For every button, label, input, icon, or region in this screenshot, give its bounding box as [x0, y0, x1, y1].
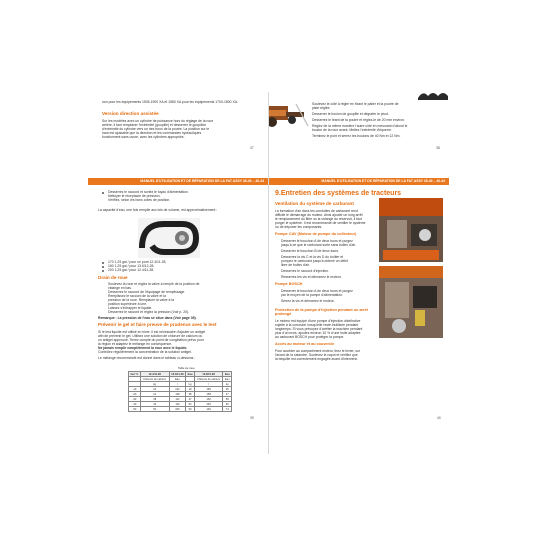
table-unit: kg [140, 382, 169, 387]
table-cell: 152 [194, 397, 223, 402]
table-cell: 60 [186, 407, 195, 412]
table-header: Eau [224, 372, 230, 376]
bosch-pump-title: Pompe BOSCH [275, 282, 303, 286]
page-39-body-2: afin de prévenir le gel. Utilisez une solution de chlorure de calcium ou [98, 334, 203, 338]
wheel-valve-illustration [138, 218, 200, 258]
table-cell: 110 [169, 402, 186, 407]
bosch-item-2: par le moyen de la pompe d'alimentation. [281, 293, 343, 297]
table-cell: 122 [169, 387, 186, 392]
engine-photo-bottom [379, 266, 443, 338]
header-banner-right: MANUEL D'UTILISATION ET DE RÉPARATION DE LA FAT ASSY 35-40 – 40-44 [269, 178, 449, 185]
page-37-body-4: haut est ajustable que la direction et les commandes hydrauliques [102, 131, 202, 135]
table-header: 12.4/11-28 [169, 372, 186, 377]
cav-pump-title: Pompe CAV (Moteur de pompe du collecteur) [275, 232, 357, 236]
capacity-item-1: 170 1,25 gal / pour un pont 12.4/11-28, [108, 260, 167, 264]
page-37-section-title: Version direction assistée [102, 111, 159, 116]
table-header: Eau [187, 372, 193, 376]
table-cell: 24 [140, 387, 169, 392]
access-title: Accès au moteur et au couvercle [275, 342, 335, 346]
fuel-ventilation-title: Ventilation du système de carburant [275, 201, 354, 206]
bullet [102, 266, 104, 268]
table-cell: 36 [223, 387, 232, 392]
tire-illustration [418, 92, 448, 100]
page-38-item-1: Soulevez le côté à régler en fixant le palier et la poutre de [312, 102, 399, 106]
capacity-intro: La capacité d'eau, une fois remplie aux lois de volume, est approximativement : [98, 208, 218, 212]
axle-illustration [268, 100, 310, 130]
page-38-item-6: boulon de la roue avant. Mettez l'extrémité d'équerre. [312, 128, 392, 132]
bullet [102, 192, 104, 194]
page-number-37: 37 [250, 146, 254, 150]
page-37 [88, 92, 268, 174]
drain-item-1: Soulevez la roue et réglez la valve à remplir de la position de [108, 282, 200, 286]
table-cell: 66 [223, 402, 232, 407]
engine-photo-top [379, 198, 443, 262]
drain-title: Drain de roue [98, 275, 128, 280]
table-unit: l [169, 382, 186, 387]
table-subheader: Chlorure de calcium [194, 377, 223, 382]
page-37-body-2: arrière, il faut remplacer l'extrémité (goupille) et desserrer le goupillon [102, 123, 207, 127]
table-cell: 146 [194, 402, 223, 407]
table-cell: 47 [186, 397, 195, 402]
page-40-body-3: le remplacement du filtre ou la vidange du réservoir, il faut [275, 217, 362, 221]
page-37-body-1: Sur les modèles avec un cylindre de puissance hors du réglage de la roue [102, 119, 214, 123]
table-header: Gel °C [129, 372, 141, 377]
subsection-title: Prévenir le gel et faire preuve de prudence avec le lest [98, 322, 217, 327]
cav-item-7: Desserrez le raccord d'injection. [281, 269, 330, 273]
access-body-1: Pour accéder au compartiment moteur, tirez le levier, sur [275, 349, 360, 353]
page-40-body-4: purger le système. Il est recommandé de ventiler le système [275, 221, 366, 225]
table-subheader: Eau [169, 377, 186, 382]
page-number-38: 38 [436, 146, 440, 150]
table-cell: 74 [223, 407, 232, 412]
page-39-body-6: Contrôlez régulièrement la concentration de la solution antigel. [98, 350, 192, 354]
cav-item-6: libre de bulles d'air. [281, 263, 310, 267]
bosch-item-1: Desserrer le bouchon A de deux tours et purgez [281, 289, 353, 293]
table-row [129, 407, 232, 412]
header-banner-left: MANUEL D'UTILISATION ET DE RÉPARATION DE LA FAT ASSY 35-40 – 40-44 [88, 178, 268, 185]
protection-body-5: au carburant BOSCH pour protéger la pompe. [275, 335, 345, 339]
cav-item-3: Desserrer le bouchon B de deux tours. [281, 249, 340, 253]
cav-item-2: jusqu'à ce que le carburant sorte sans bulles d'air. [281, 243, 356, 247]
drain-item-8: Desserrez le raccord et réglez la pression (Voir p. 20). [108, 310, 190, 314]
table-unit: kg [186, 382, 195, 387]
table-cell: 118 [169, 392, 186, 397]
page-38-item-5: Réglez de la même manière l'autre côté en mesurant d'abord le [312, 124, 408, 128]
cav-item-1: Desserrer le bouchon A de deux tours et purgez [281, 239, 353, 243]
table-cell: 47 [223, 392, 232, 397]
table-cell: 106 [169, 407, 186, 412]
table-header: 13.6/12-28 [194, 372, 223, 377]
table-cell: -40 [129, 402, 141, 407]
table-cell: -30 [129, 397, 141, 402]
table-cell: 38 [186, 392, 195, 397]
table-unit: l [194, 382, 223, 387]
bullet [102, 262, 104, 264]
svg-text:A: A [194, 227, 197, 231]
page-40-body-2: difficile le démarrage du moteur. Ainsi ajouter un long arrêt [275, 213, 363, 217]
protection-title: Protection de la pompe d'injection pendant un arrêt prolongé [275, 308, 368, 317]
table-cell: -10 [129, 387, 141, 392]
page-37-body-5: fonctionnent sans usure, avec les cylindres appropriés. [102, 135, 185, 139]
page-number-39: 39 [250, 416, 254, 420]
drain-item-5: pression de la roue. Remplacer la valve à la [108, 298, 174, 302]
table-cell: -50 [129, 407, 141, 412]
table-subheader: Eau [224, 377, 230, 381]
protection-body-3: longtemps. Si vous prévoyez d'arrêter la machine pendant [275, 327, 363, 331]
drain-item-3: Desserrez le raccord de l'équipage de remplissage. [108, 290, 186, 294]
bosch-item-3: Serrez la vis et démarrez le moteur. [281, 299, 335, 303]
table-cell: 165 [194, 387, 223, 392]
page-40-body-5: ou de déposer les composants. [275, 225, 323, 229]
page-38-item-3: Desserrer le boulon de goupille et dégrafer le pivot. [312, 112, 389, 116]
page-37-intro: non pour les équipements 1505-1900 XA et 1580 XA pour les équipements 1700-1800 XA. [102, 100, 238, 104]
table-cell: 113 [169, 397, 186, 402]
protection-body-1: Le moteur est équipé d'une pompe d'injection distributive [275, 319, 361, 323]
page-39-body-5: Ne jamais remplir complètement la roue avec le liquide. [98, 346, 188, 350]
table-cell: 58 [223, 397, 232, 402]
table-cell: 38 [140, 397, 169, 402]
access-body-3: la béquille est correctement engagée avant d'intervenir. [275, 357, 359, 361]
page-38-item-2: piste réglée. [312, 106, 331, 110]
table-cell: 31 [140, 392, 169, 397]
cav-item-4: Desserrez la vis C et la vis D du boîtier et [281, 255, 344, 259]
mixture-table [128, 371, 232, 412]
capacity-item-2: 160 1,25 gal / pour 13.6/12-28, [108, 264, 155, 268]
drain-item-4: Remplissez le raccord de la valve et la [108, 294, 166, 298]
page-number-40: 40 [437, 416, 441, 420]
table-cell: 50 [140, 407, 169, 412]
cav-item-8: Resserrez les vis et démarrez le moteur. [281, 275, 342, 279]
table-subheader: Chlorure de calcium [140, 377, 169, 382]
page-39-body-1: Si le lest liquide est utilisé en hiver, il est nécessaire d'ajouter un antigel [98, 330, 206, 334]
bullet [102, 270, 104, 272]
table-unit: kg [223, 382, 232, 387]
page-39-item-3: Vérifiez, selon les bons cotes de position. [108, 198, 171, 202]
capacity-item-3: 200 1,25 gal / pour 12.4/11-38. [108, 268, 155, 272]
protection-body-4: plus d'un mois, ajoutez environ 10 % d'une huile adaptée [275, 331, 361, 335]
page-40 [269, 178, 449, 454]
page-38-item-7: Terminez le pont et serrez les boulons de 40 Nm et 12 Nm. [312, 134, 401, 138]
table-cell: 54 [186, 402, 195, 407]
page-39-item-1: Desserrez le raccord et sortez le tuyau d'alimentation. [108, 190, 189, 194]
protection-body-2: sujette à la corrosion lorsqu'elle reste inutilisée pendant [275, 323, 359, 327]
table-cell: 29 [186, 387, 195, 392]
table-cell: 44 [140, 402, 169, 407]
drain-item-7: Laissez s'échapper le liquide. [108, 306, 153, 310]
cav-item-5: pompez le carburant jusqu'à obtenir un débit [281, 259, 348, 263]
table-title: Taille de roue [178, 366, 195, 370]
chapter-title: 9.Entretien des systèmes de tracteurs [275, 190, 402, 197]
page-39-body-3: un antigel approuvé. Tenez compte du point de congélation prévu pour [98, 338, 204, 342]
page-37-body-3: d'extrémité du cylindre vers un des trous de la poutre. La position sur le [102, 127, 210, 131]
page-38-item-4: Desserrez le tirant de la poutre et réglez-le de 20 mm environ. [312, 118, 406, 122]
table-header: 12.4/11-28 [140, 372, 169, 377]
access-body-2: l'avant de la calandre. Soulevez le capot et vérifiez que [275, 353, 358, 357]
drain-item-2: vidange en bas. [108, 286, 132, 290]
table-note: Le mélange recommandé est donné dans le tableau ci-dessous : [98, 356, 196, 360]
page-40-body-1: La formation d'air dans les conduites de carburant rend [275, 209, 358, 213]
table-cell: 140 [194, 407, 223, 412]
remark: Remarque : La pression de l'eau se situe dans (Voir page 39). [98, 316, 197, 320]
page-39 [88, 178, 268, 454]
table-cell: 158 [194, 392, 223, 397]
page-39-body-4: la région et adaptez le mélange en conséquence. [98, 342, 173, 346]
page-39-item-2: Nettoyer le réceptacle de pression. [108, 194, 161, 198]
drain-item-6: position supérieure à une. [108, 302, 148, 306]
page-38 [268, 92, 448, 174]
table-cell: -20 [129, 392, 141, 397]
